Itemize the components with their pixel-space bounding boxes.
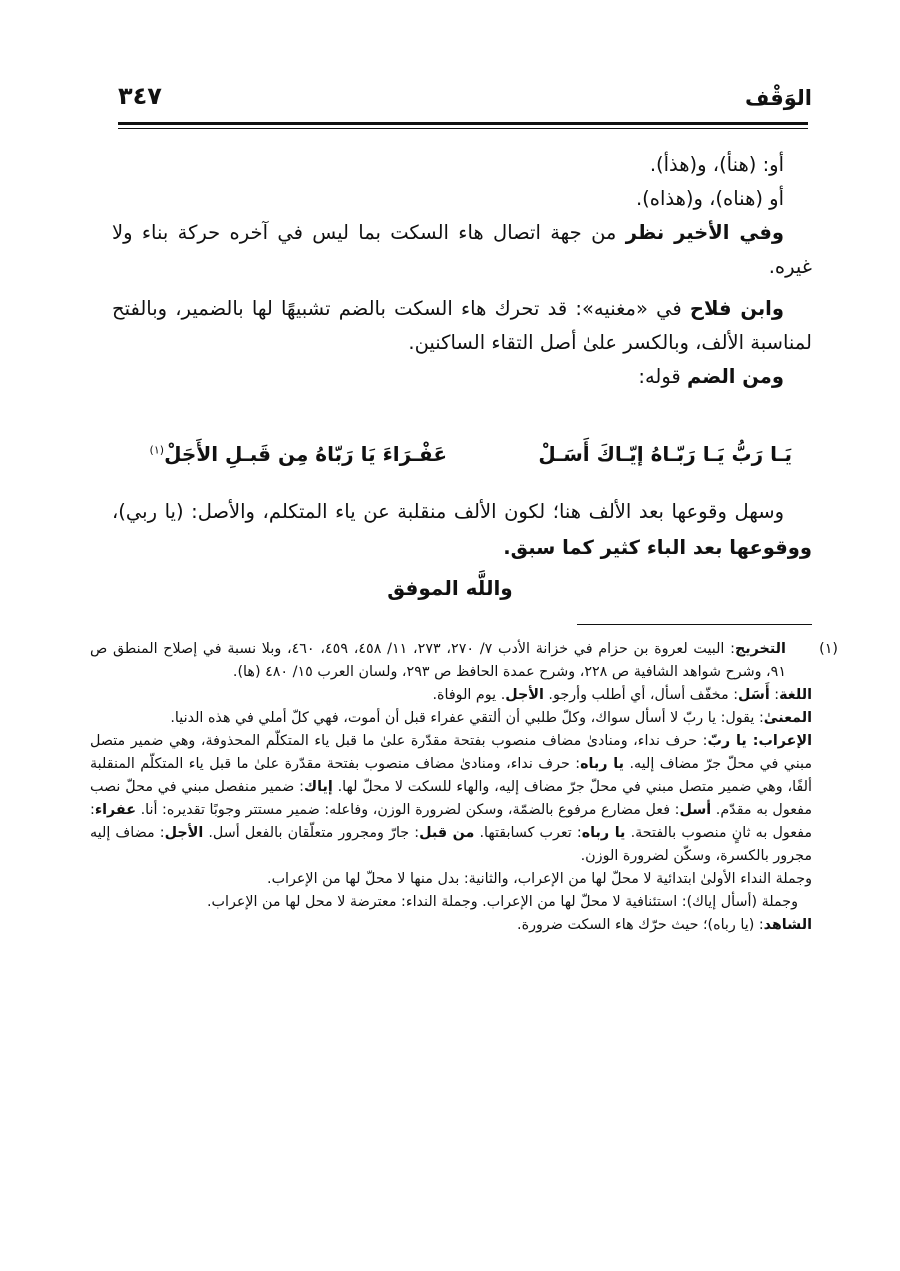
p6-text: وسهل وقوعها بعد الألف هنا؛ لكون الألف منقلبة عن ياء المتكلم، والأصل: (يا ربي)، bbox=[112, 500, 784, 523]
closing-phrase: واللَّه الموفق bbox=[387, 576, 513, 600]
irab-text-6: : تعرب كسابقتها. bbox=[474, 825, 582, 841]
p3-bold: وفي الأخير نظر bbox=[625, 221, 784, 244]
lugha-word-1: أَسَل bbox=[738, 687, 770, 703]
irab-text-5: : مفعول به ثانٍ منصوب بالفتحة. bbox=[90, 802, 813, 841]
irab-word-8: الأجل bbox=[164, 825, 204, 841]
main-text-continued bbox=[112, 494, 812, 566]
footnote-irab bbox=[90, 730, 812, 868]
takhrij-text: : البيت لعروة بن حزام في خزانة الأدب ٧/ ٢٧٠، ٢٧٣، ١١/ ٤٥٨، ٤٥٩، ٤٦٠، وبلا نسبة في إصلاح المنطق ص ٩١، وشرح شواهد الشافية ص ٢٢٨، وشرح عمدة الحافظ ص ٢٩٣، ولسان العرب ١٥/ ٤٨٠ (ها). bbox=[90, 641, 786, 680]
irab-word-6: يا رباه bbox=[581, 825, 626, 841]
footnote-jumla-2: وجملة (أسأل إياك): استئنافية لا محلّ لها من الإعراب. وجملة النداء: معترضة لا محل لها من الإعراب. bbox=[206, 894, 798, 910]
p4-text: في «مغنيه»: قد تحرك هاء السكت بالضم تشبيهًا لها بالضمير، وبالفتح لمناسبة الألف، وبالكسر علىٰ أصل التقاء الساكنين. bbox=[112, 297, 812, 354]
shahid-text: : (يا رباه)؛ حيث حرّك هاء السكت ضرورة. bbox=[517, 917, 764, 933]
irab-word-2: يا رباه bbox=[580, 756, 625, 772]
takhrij-label: التخريج bbox=[734, 641, 786, 657]
irab-word-3: إياك bbox=[303, 779, 333, 795]
irab-label: الإعراب bbox=[758, 733, 812, 749]
lugha-word-2: الأجل bbox=[505, 687, 544, 703]
footnote-jumla-1: وجملة النداء الأولىٰ ابتدائية لا محلّ لها من الإعراب، والثانية: بدل منها لا محلّ لها من الإعراب. bbox=[267, 871, 812, 887]
p5-bold: ومن الضم bbox=[686, 365, 784, 388]
main-paragraph-3 bbox=[112, 216, 812, 284]
p6-bold: ووقوعها بعد الباء كثير كما سبق. bbox=[503, 536, 812, 559]
verse-second-hemistich bbox=[150, 442, 447, 466]
footnote-takhrij bbox=[90, 638, 838, 684]
p4-bold: وابن فلاح bbox=[689, 297, 784, 320]
maana-text: : يقول: يا ربّ لا أسأل سواك، وكلّ طلبي أن ألتقي عفراء قبل أن أموت، فهي كلّ أملي في هذه الدنيا. bbox=[170, 710, 764, 726]
header-rule-thin bbox=[118, 128, 808, 129]
main-paragraph-4 bbox=[112, 292, 812, 360]
main-paragraph-5 bbox=[112, 360, 812, 394]
lugha-text-1: : مخفّف أسأل، أي أطلب وأرجو. bbox=[543, 687, 739, 703]
header-rule-thick bbox=[118, 122, 808, 125]
footnotes bbox=[90, 638, 838, 937]
footnote-number: (١) bbox=[819, 641, 838, 657]
main-text bbox=[112, 148, 812, 394]
verse-second-text: عَفْـرَاءَ يَا رَبّاهُ مِن قَبـلِ الأَجَلْ bbox=[164, 442, 447, 466]
p3-text: من جهة اتصال هاء السكت بما ليس في آخره حركة بناء ولا غيره. bbox=[112, 221, 812, 278]
irab-text-1: : حرف نداء، ومنادىٰ مضاف منصوب بفتحة مقدّرة علىٰ ما قبل ياء المتكلّم المحذوفة، وهي ضمير متصل مبني في محلّ جرّ مضاف إليه. bbox=[90, 733, 812, 772]
p5-text: قوله: bbox=[638, 365, 687, 388]
irab-text-3: : ضمير منفصل مبني في محلّ نصب مفعول به مقدّم. bbox=[90, 779, 812, 818]
irab-text-7: : جارّ ومجرور متعلّقان بالفعل أسل. bbox=[203, 825, 420, 841]
shahid-label: الشاهد bbox=[763, 917, 812, 933]
main-line-2: أو (هناه)، و(هذاه). bbox=[635, 187, 784, 210]
irab-text-2: : حرف نداء، ومنادىٰ مضاف منصوب بفتحة مقدّرة علىٰ ما قبل ياء المتكلّم المنقلبة ألفًا، وهي ضمير متصل مبني في محلّ جرّ مضاف إليه، والهاء للسكت لا محلّ لها. bbox=[90, 756, 812, 795]
main-paragraph-6 bbox=[112, 494, 812, 566]
irab-word-7: من قبل bbox=[419, 825, 475, 841]
irab-word-4: أسل bbox=[679, 802, 712, 818]
lugha-text-2: . يوم الوفاة. bbox=[432, 687, 506, 703]
lugha-label: اللغة bbox=[779, 687, 812, 703]
irab-word-5: عفراء bbox=[94, 802, 136, 818]
maana-label: المعنىٰ bbox=[763, 710, 812, 726]
footnote-shahid bbox=[90, 914, 812, 937]
irab-text-8: : مضاف إليه مجرور بالكسرة، وسكّن لضرورة الوزن. bbox=[90, 825, 812, 864]
page-number: ٣٤٧ bbox=[118, 82, 162, 110]
irab-text-4: : فعل مضارع مرفوع بالضمّة، وسكن لضرورة الوزن، وفاعله: ضمير مستتر وجوبًا تقديره: أنا. bbox=[136, 802, 680, 818]
footnote-separator bbox=[577, 624, 812, 625]
verse-first-hemistich: يَـا رَبُّ يَـا رَبّـاهُ إيّـاكَ أَسَـلْ bbox=[538, 442, 792, 466]
footnote-lugha: اللغة: أَسَل: مخفّف أسأل، أي أطلب وأرجو. الأجل. يوم الوفاة. bbox=[432, 687, 812, 703]
footnote-maana bbox=[90, 707, 812, 730]
main-line-1: أو: (هنأ)، و(هذأ). bbox=[649, 153, 784, 176]
irab-word-1: : يا ربّ bbox=[707, 733, 759, 749]
running-header-title: الوَقْف bbox=[744, 86, 812, 110]
footnote-ref: (١) bbox=[149, 443, 165, 457]
